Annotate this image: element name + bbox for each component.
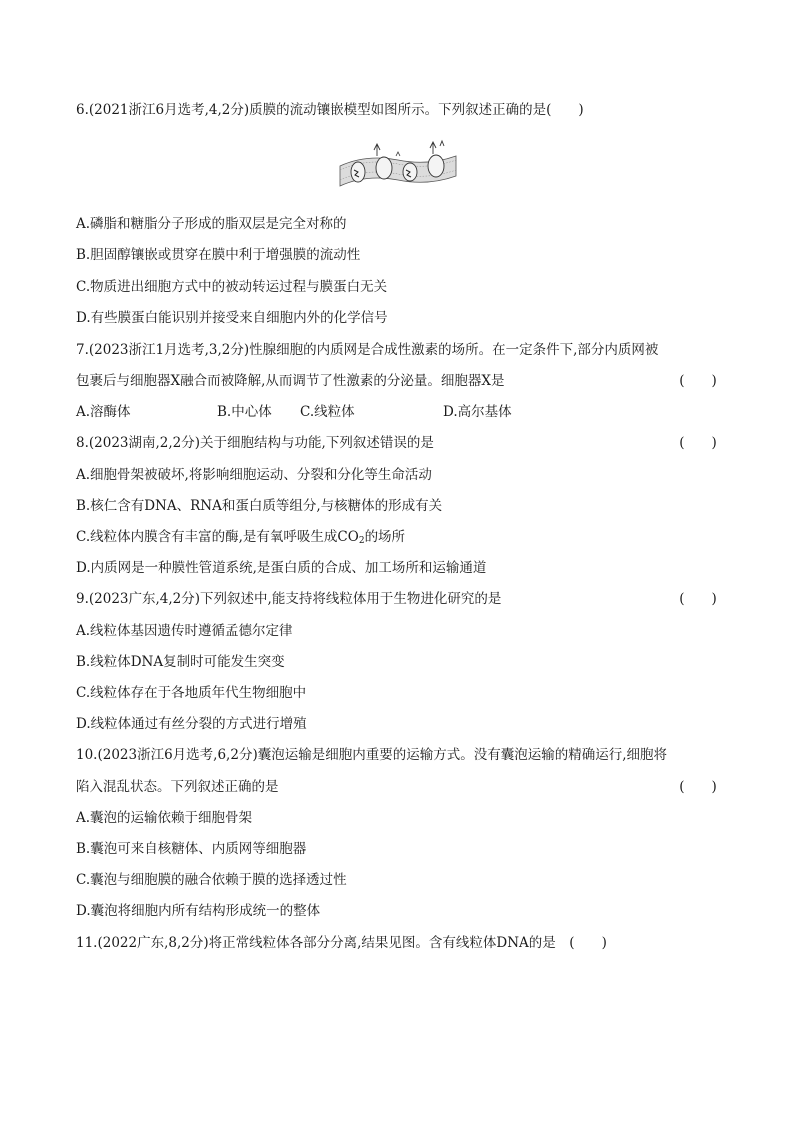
q6-option-b: B.胆固醇镶嵌或贯穿在膜中利于增强膜的流动性 — [76, 247, 361, 263]
q6-option-a: A.磷脂和糖脂分子形成的脂双层是完全对称的 — [76, 216, 347, 232]
q11-stem: 11.(2022广东,8,2分)将正常线粒体各部分分离,结果见图。含有线粒体DNA的是 ( ) — [76, 935, 607, 951]
q8-stem: 8.(2023湖南,2,2分)关于细胞结构与功能,下列叙述错误的是 — [76, 435, 434, 451]
q8-option-c — [76, 527, 720, 547]
q9-answer-bracket: ( ) — [679, 591, 717, 607]
q9-stem: 9.(2023广东,4,2分)下列叙述中,能支持将线粒体用于生物进化研究的是 — [76, 591, 502, 607]
q9-option-b: B.线粒体DNA复制时可能发生突变 — [76, 654, 285, 670]
q8-option-c-subscript: 2 — [358, 536, 365, 546]
q10-stem-line1: 10.(2023浙江6月选考,6,2分)囊泡运输是细胞内重要的运输方式。没有囊泡运输的精确运行,细胞将 — [76, 747, 667, 763]
q7-stem-line2: 包裹后与细胞器X融合而被降解,从而调节了性激素的分泌量。细胞器X是 — [76, 373, 505, 389]
q9-option-a: A.线粒体基因遗传时遵循孟德尔定律 — [76, 623, 293, 639]
q7-option-a: A.溶酶体 — [76, 404, 131, 420]
q10-option-b: B.囊泡可来自核糖体、内质网等细胞器 — [76, 841, 307, 857]
q8-option-b: B.核仁含有DNA、RNA和蛋白质等组分,与核糖体的形成有关 — [76, 498, 443, 514]
q8-answer-bracket: ( ) — [679, 435, 717, 451]
q10-option-c: C.囊泡与细胞膜的融合依赖于膜的选择透过性 — [76, 872, 347, 888]
q7-option-b: B.中心体 — [217, 404, 272, 420]
q10-option-a: A.囊泡的运输依赖于细胞骨架 — [76, 810, 253, 826]
q10-option-d: D.囊泡将细胞内所有结构形成统一的整体 — [76, 903, 321, 919]
q9-option-d: D.线粒体通过有丝分裂的方式进行增殖 — [76, 716, 307, 732]
q10-stem-line2: 陷入混乱状态。下列叙述正确的是 — [76, 779, 279, 795]
q8-option-a: A.细胞骨架被破坏,将影响细胞运动、分裂和分化等生命活动 — [76, 467, 432, 483]
q10-answer-bracket: ( ) — [679, 779, 717, 795]
q7-option-d: D.高尔基体 — [443, 404, 512, 420]
q7-answer-bracket: ( ) — [679, 373, 717, 389]
q6-option-d: D.有些膜蛋白能识别并接受来自细胞内外的化学信号 — [76, 310, 388, 326]
q7-stem-line1: 7.(2023浙江1月选考,3,2分)性腺细胞的内质网是合成性激素的场所。在一定条件下,部分内质网被 — [76, 342, 659, 358]
fluid-mosaic-membrane-figure — [336, 136, 460, 194]
q9-option-c: C.线粒体存在于各地质年代生物细胞中 — [76, 685, 307, 701]
q7-option-c: C.线粒体 — [300, 404, 355, 420]
q6-option-c: C.物质进出细胞方式中的被动转运过程与膜蛋白无关 — [76, 279, 388, 295]
q8-option-c-text: C.线粒体内膜含有丰富的酶,是有氧呼吸生成CO — [76, 529, 359, 545]
q6-stem: 6.(2021浙江6月选考,4,2分)质膜的流动镶嵌模型如图所示。下列叙述正确的是( ) — [76, 102, 584, 118]
q8-option-d: D.内质网是一种膜性管道系统,是蛋白质的合成、加工场所和运输通道 — [76, 560, 487, 576]
q8-option-c-suffix: 的场所 — [364, 529, 406, 545]
